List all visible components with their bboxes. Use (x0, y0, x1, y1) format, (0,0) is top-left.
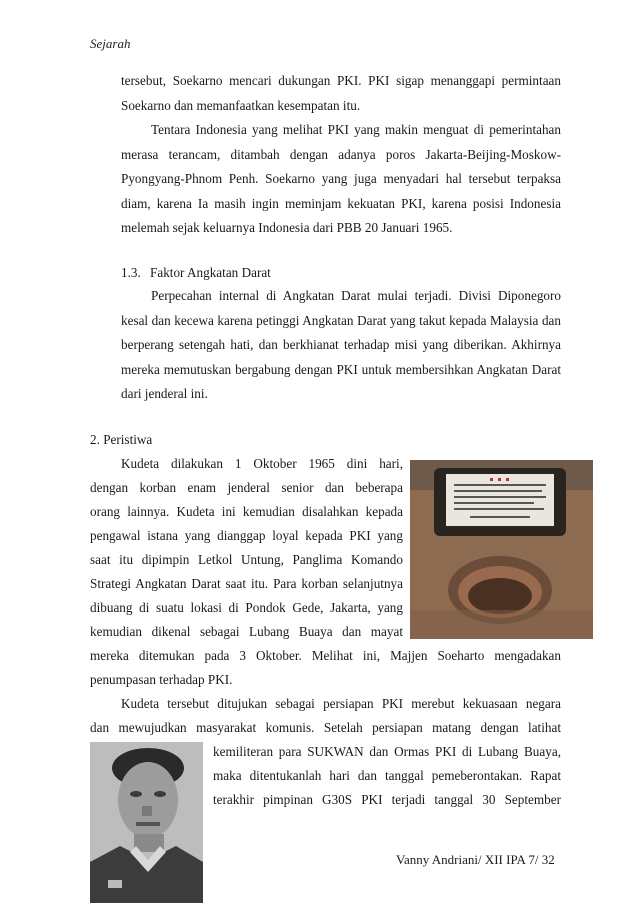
right-line-2: maka ditentukanlah hari dan tanggal pemeberontakan. Rapat (213, 768, 561, 783)
wrap-line-3: orang lainnya. Kudeta ini kemudian disalahkan kepada (90, 504, 403, 519)
intro-line-2: Soekarno dan memanfaatkan kesempatan itu. (121, 98, 361, 113)
wrap-line-8: kemudian dikenal sebagai Lubang Buaya dan mayat (90, 624, 403, 639)
wrap-line-1: Kudeta dilakukan 1 Oktober 1965 dini hari, (121, 456, 403, 471)
wrap-line-6: Strategi Angkatan Darat saat itu. Para korban selanjutnya (90, 576, 403, 591)
intro-line-1: tersebut, Soekarno mencari dukungan PKI. PKI sigap menanggapi permintaan (121, 73, 561, 88)
right-line-1: kemiliteran para SUKWAN dan Ormas PKI di Lubang Buaya, (213, 744, 561, 759)
wrap-line-7: dibuang di suatu lokasi di Pondok Gede, Jakarta, yang (90, 600, 403, 615)
section-13-title: Faktor Angkatan Darat (150, 265, 271, 280)
page-footer: Vanny Andriani/ XII IPA 7/ 32 (396, 852, 555, 867)
full-line-2: penumpasan terhadap PKI. (90, 672, 233, 687)
paragraph-section-13: Perpecahan internal di Angkatan Darat mulai terjadi. Divisi Diponegoro kesal dan kecewa karena petinggi Angkatan Darat yang takut kepada Malaysia dan berperang setengah hati, dan berkhianat terhadap misi yang diberikan. Akhirnya mereka memutuskan bergabung dengan PKI untuk membersihkan Angkatan Darat dari jenderal ini. (121, 288, 561, 401)
lubang-buaya-photo (410, 460, 593, 639)
page-header: Sejarah (90, 36, 131, 51)
portrait-photo (90, 742, 203, 903)
wrap-line-2: dengan korban enam jenderal senior dan beberapa (90, 480, 403, 495)
para2-line-2: dan mewujudkan masyarakat komunis. Setelah persiapan matang dengan latihat (90, 720, 561, 735)
wrap-line-4: pengawal istana yang dianggap loyal kepada PKI yang (90, 528, 403, 543)
right-line-3: terakhir pimpinan G30S PKI terjadi tanggal 30 September (213, 792, 561, 807)
section-2-title: 2. Peristiwa (90, 432, 153, 447)
portrait-image (90, 742, 203, 903)
paragraph-army: Tentara Indonesia yang melihat PKI yang makin menguat di pemerintahan merasa terancam, ditambah dengan adanya poros Jakarta-Beijing-Moskow-Pyongyang-Phnom Penh. Soekarno yang juga menyadari hal tersebut terpaksa diam, karena Ia masih ingin meminjam kekuatan PKI, karena posisi Indonesia melemah sejak keluarnya Indonesia dari PBB 20 Januari 1965. (121, 122, 561, 235)
full-line-1: mereka ditemukan pada 3 Oktober. Melihat ini, Majjen Soeharto mengadakan (90, 648, 561, 663)
lubang-buaya-image (410, 460, 593, 639)
section-13-number: 1.3. (121, 265, 141, 280)
wrap-line-5: saat itu dipimpin Letkol Untung, Panglima Komando (90, 552, 403, 567)
para2-line-1: Kudeta tersebut ditujukan sebagai persiapan PKI merebut kekuasaan negara (121, 696, 561, 711)
